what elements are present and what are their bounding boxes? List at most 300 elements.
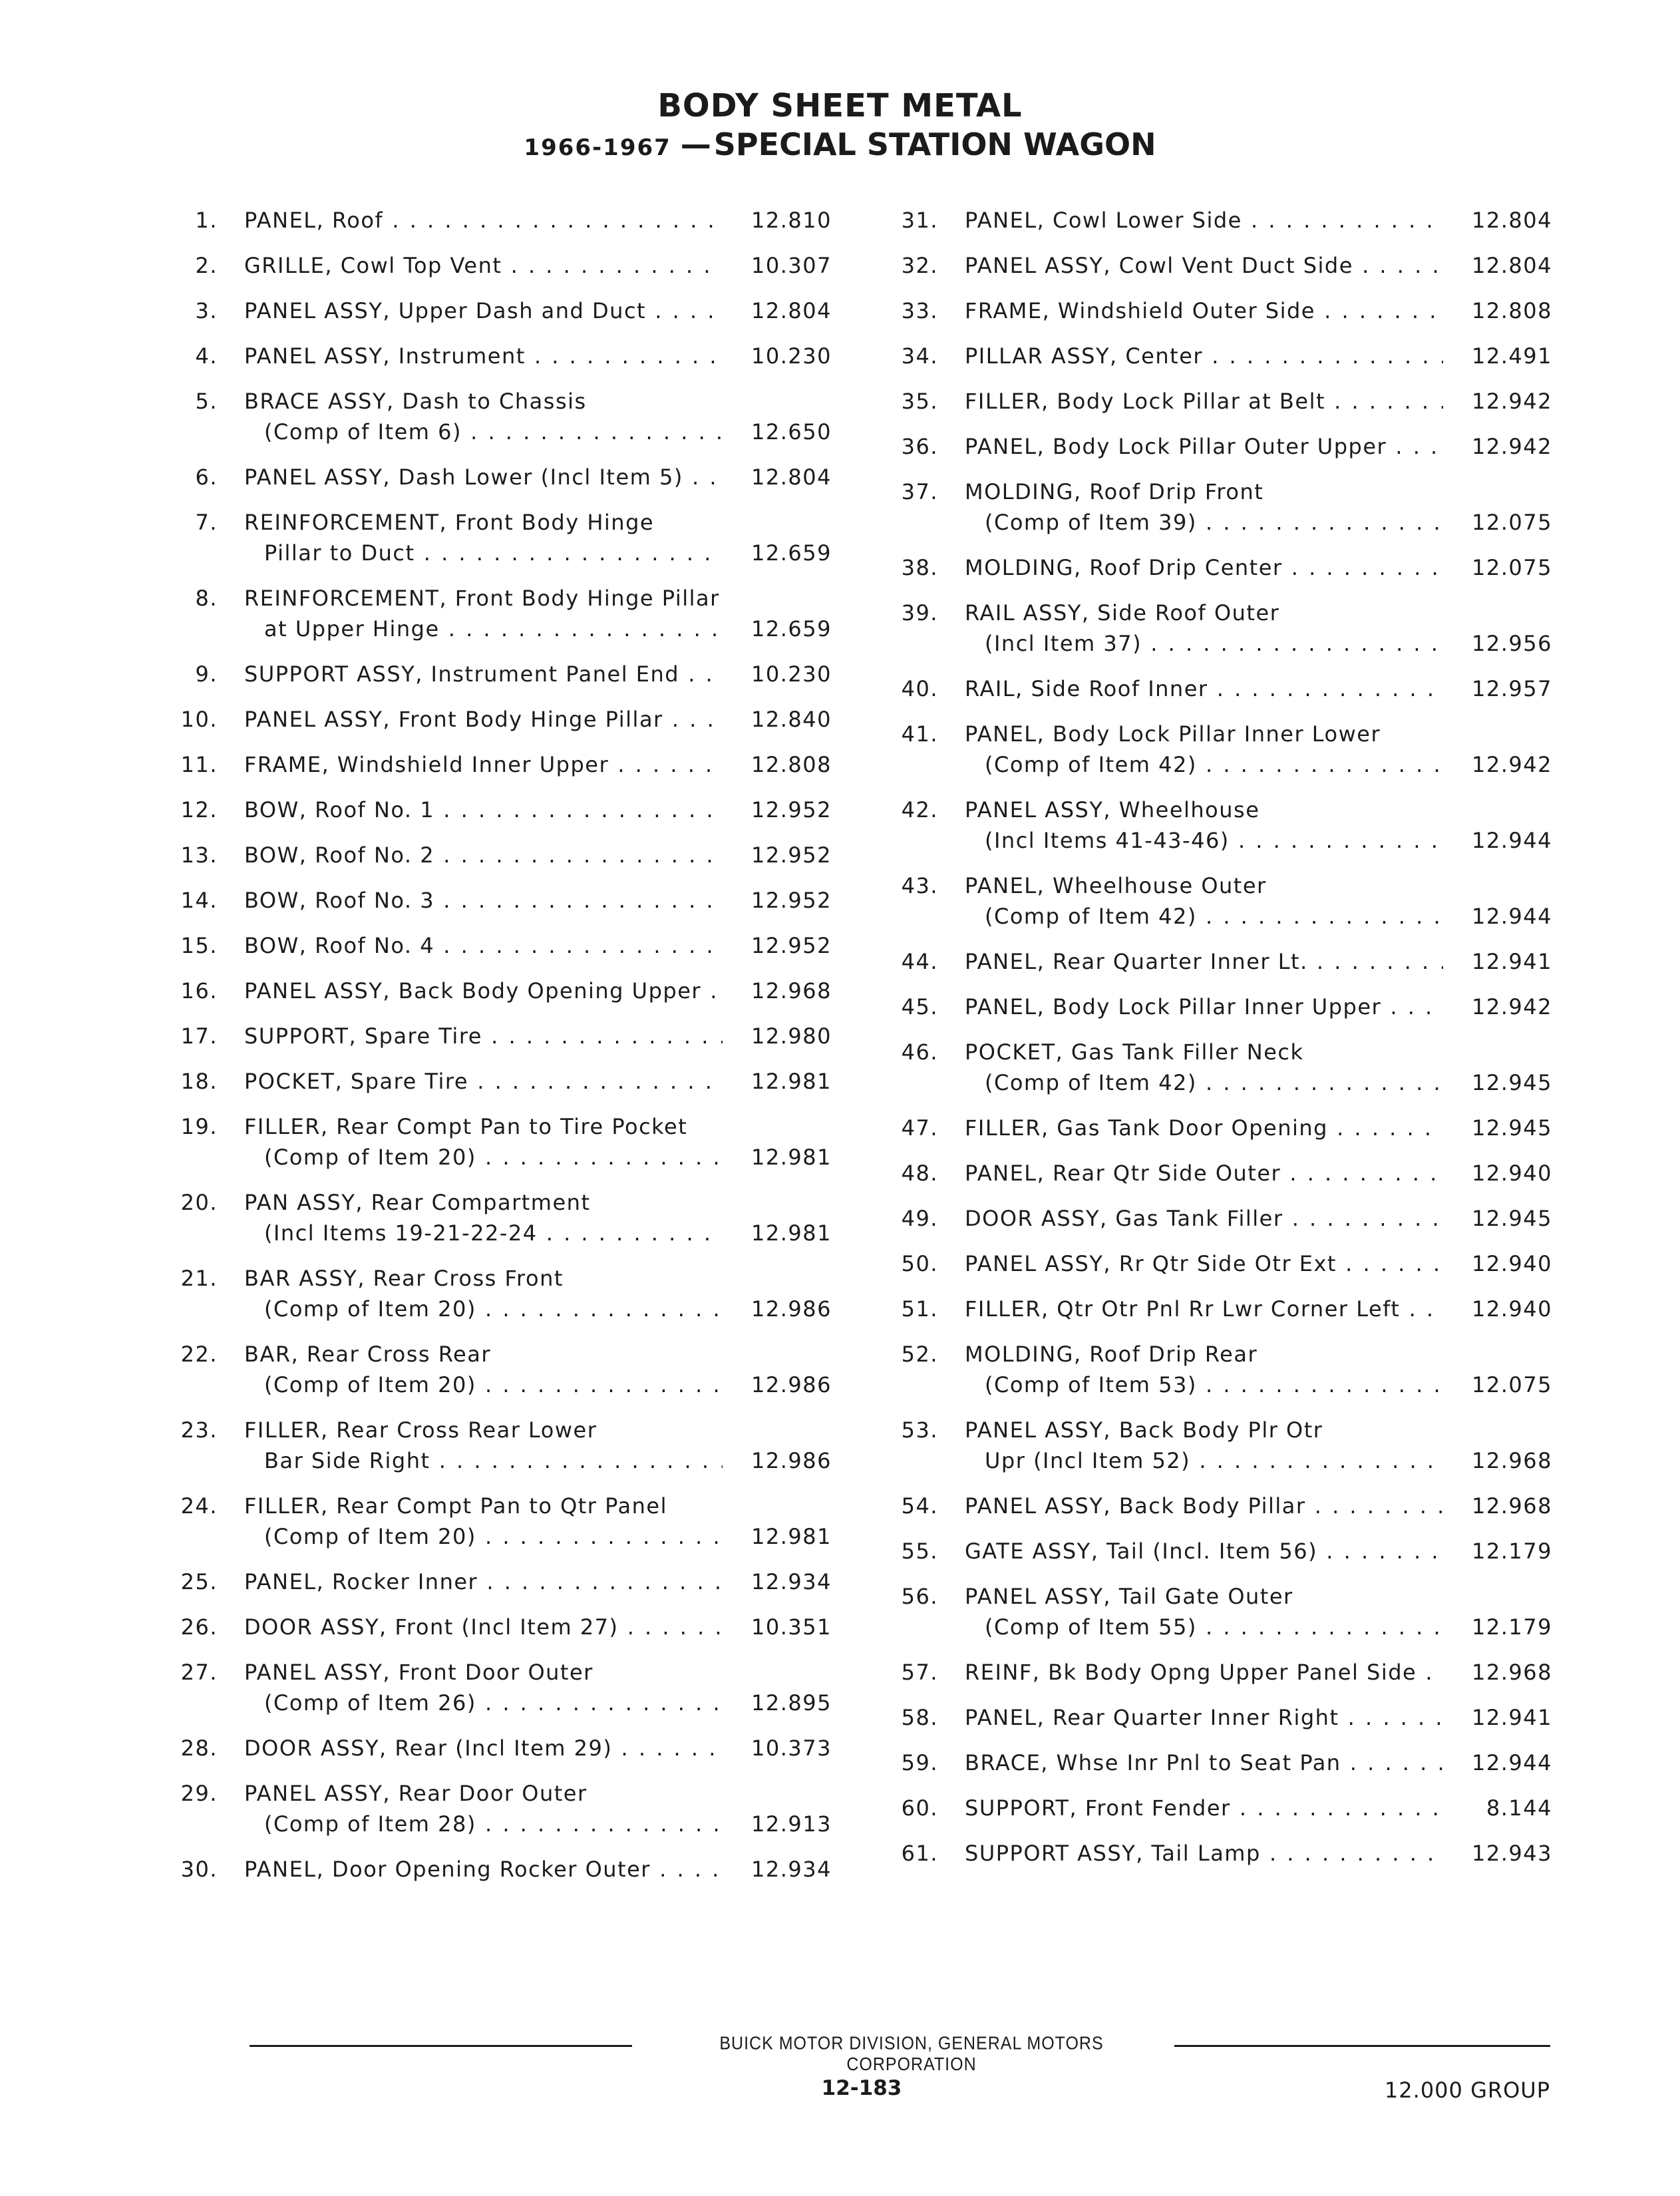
item-description-line: GRILLE, Cowl Top Vent . . . bbox=[244, 250, 723, 281]
item-number: 52. bbox=[901, 1342, 938, 1367]
parts-list-item bbox=[150, 341, 832, 371]
item-number: 26. bbox=[180, 1614, 218, 1640]
item-description bbox=[244, 1111, 723, 1173]
parts-list-item bbox=[884, 1339, 1552, 1400]
group-reference-number: 12.940 bbox=[1472, 1251, 1552, 1276]
parts-list-item bbox=[150, 1021, 832, 1051]
group-reference-number: 12.804 bbox=[1472, 208, 1552, 233]
page-header bbox=[0, 87, 1680, 167]
group-reference-number: 12.945 bbox=[1472, 1070, 1552, 1095]
item-description-line: PILLAR ASSY, Center . . . bbox=[965, 341, 1443, 371]
item-description bbox=[244, 885, 723, 916]
item-description bbox=[965, 476, 1443, 538]
item-description-line: PANEL, Wheelhouse Outer bbox=[965, 873, 1267, 898]
item-number: 47. bbox=[901, 1115, 938, 1141]
item-description bbox=[244, 1854, 723, 1885]
item-description-line: PANEL ASSY, Dash Lower (Incl Item 5) . . . bbox=[244, 462, 723, 492]
item-description-line: MOLDING, Roof Drip Front bbox=[965, 479, 1264, 504]
item-number: 35. bbox=[901, 389, 938, 414]
item-description bbox=[965, 1702, 1443, 1733]
item-description-line: FILLER, Gas Tank Door Opening . . . bbox=[965, 1113, 1443, 1143]
item-description-line: RAIL, Side Roof Inner . . . bbox=[965, 673, 1443, 704]
item-description bbox=[965, 992, 1443, 1022]
group-reference-number: 12.659 bbox=[751, 540, 832, 566]
group-label: 12.000 GROUP bbox=[1384, 2078, 1550, 2103]
parts-list-item bbox=[150, 295, 832, 326]
parts-list-item bbox=[884, 1838, 1552, 1869]
parts-list-item bbox=[884, 1657, 1552, 1688]
item-number: 55. bbox=[901, 1539, 938, 1564]
item-description bbox=[244, 795, 723, 825]
item-description bbox=[244, 1187, 723, 1248]
item-number: 27. bbox=[180, 1660, 218, 1685]
group-reference-number: 12.944 bbox=[1472, 1750, 1552, 1775]
group-reference-number: 12.942 bbox=[1472, 752, 1552, 777]
item-description-line: PANEL, Cowl Lower Side . . . bbox=[965, 205, 1443, 236]
parts-list-item bbox=[150, 976, 832, 1006]
parts-list-item bbox=[884, 341, 1552, 371]
item-description bbox=[244, 386, 723, 447]
item-description-line: REINFORCEMENT, Front Body Hinge bbox=[244, 510, 655, 535]
item-description bbox=[244, 840, 723, 870]
item-description-line: (Comp of Item 20) . . . bbox=[244, 1370, 723, 1400]
item-description-line: MOLDING, Roof Drip Center . . . bbox=[965, 552, 1443, 583]
parts-list-item bbox=[150, 1339, 832, 1400]
page-number: 12-183 bbox=[821, 2076, 902, 2100]
item-number: 18. bbox=[180, 1069, 218, 1094]
item-description bbox=[244, 583, 723, 644]
item-description bbox=[965, 295, 1443, 326]
item-number: 6. bbox=[195, 464, 218, 490]
item-description bbox=[244, 1733, 723, 1763]
item-description-line: BOW, Roof No. 2 . . . bbox=[244, 840, 723, 870]
group-reference-number: 12.808 bbox=[1472, 298, 1552, 323]
parts-list-item bbox=[884, 386, 1552, 417]
item-description-line: PANEL ASSY, Rr Qtr Side Otr Ext . . . bbox=[965, 1248, 1443, 1279]
item-number: 57. bbox=[901, 1660, 938, 1685]
group-reference-number: 12.952 bbox=[751, 933, 832, 958]
item-description-line: PANEL, Rear Quarter Inner Lt. . . . bbox=[965, 946, 1443, 977]
item-description bbox=[244, 1066, 723, 1097]
item-description bbox=[244, 295, 723, 326]
item-description-line: BRACE ASSY, Dash to Chassis bbox=[244, 389, 587, 414]
item-description-line: PANEL ASSY, Upper Dash and Duct . . . bbox=[244, 295, 723, 326]
parts-list-item bbox=[884, 1294, 1552, 1324]
item-description-line: BOW, Roof No. 1 . . . bbox=[244, 795, 723, 825]
group-reference-number: 12.179 bbox=[1472, 1539, 1552, 1564]
item-description-line: (Comp of Item 53) . . . bbox=[965, 1370, 1443, 1400]
item-number: 38. bbox=[901, 555, 938, 580]
group-reference-number: 10.230 bbox=[751, 661, 832, 687]
group-reference-number: 10.351 bbox=[751, 1614, 832, 1640]
group-reference-number: 12.804 bbox=[751, 464, 832, 490]
item-description bbox=[965, 386, 1443, 417]
group-reference-number: 10.373 bbox=[751, 1736, 832, 1761]
footer-organization: BUICK MOTOR DIVISION, GENERAL MOTORS CORPORATION bbox=[719, 2033, 1104, 2075]
item-description bbox=[244, 250, 723, 281]
item-description-line: PANEL ASSY, Tail Gate Outer bbox=[965, 1584, 1293, 1609]
group-reference-number: 12.968 bbox=[1472, 1660, 1552, 1685]
item-number: 39. bbox=[901, 600, 938, 626]
item-description bbox=[965, 1491, 1443, 1521]
item-description bbox=[965, 1747, 1443, 1778]
item-number: 25. bbox=[180, 1569, 218, 1594]
parts-list-item bbox=[150, 1491, 832, 1552]
item-description bbox=[965, 1248, 1443, 1279]
parts-list-item bbox=[150, 205, 832, 236]
parts-list-item bbox=[150, 1854, 832, 1885]
item-description-line: (Comp of Item 39) . . . bbox=[965, 507, 1443, 538]
footer-rule-left bbox=[250, 2045, 632, 2047]
item-description bbox=[965, 552, 1443, 583]
item-description-line: DOOR ASSY, Rear (Incl Item 29) . . . bbox=[244, 1733, 723, 1763]
page-title: BODY SHEET METAL bbox=[657, 87, 1023, 124]
item-description bbox=[244, 462, 723, 492]
item-number: 48. bbox=[901, 1161, 938, 1186]
group-reference-number: 12.895 bbox=[751, 1690, 832, 1716]
item-number: 7. bbox=[195, 510, 218, 535]
parts-list-item bbox=[884, 205, 1552, 236]
item-description-line: PANEL, Body Lock Pillar Outer Upper . . . bbox=[965, 431, 1443, 462]
item-number: 1. bbox=[195, 208, 218, 233]
item-description bbox=[244, 507, 723, 568]
group-reference-number: 12.980 bbox=[751, 1023, 832, 1049]
item-description-line: PANEL ASSY, Instrument . . . bbox=[244, 341, 723, 371]
parts-list-right-column bbox=[884, 205, 1552, 1883]
parts-list-item bbox=[150, 1066, 832, 1097]
item-number: 45. bbox=[901, 994, 938, 1019]
group-reference-number: 12.075 bbox=[1472, 1372, 1552, 1397]
item-description-line: REINFORCEMENT, Front Body Hinge Pillar bbox=[244, 586, 720, 611]
item-description-line: (Comp of Item 20) . . . bbox=[244, 1142, 723, 1173]
item-description bbox=[244, 205, 723, 236]
group-reference-number: 12.659 bbox=[751, 616, 832, 641]
parts-list-item bbox=[150, 1657, 832, 1718]
group-reference-number: 12.934 bbox=[751, 1569, 832, 1594]
parts-list-item bbox=[884, 552, 1552, 583]
item-description-line: BAR, Rear Cross Rear bbox=[244, 1342, 491, 1367]
item-description bbox=[244, 1339, 723, 1400]
item-description bbox=[965, 250, 1443, 281]
group-reference-number: 12.944 bbox=[1472, 828, 1552, 853]
group-reference-number: 12.986 bbox=[751, 1296, 832, 1322]
item-description-line: (Comp of Item 26) . . . bbox=[244, 1688, 723, 1718]
parts-list-item bbox=[150, 840, 832, 870]
item-number: 10. bbox=[180, 707, 218, 732]
item-description bbox=[244, 1778, 723, 1839]
item-description bbox=[244, 1612, 723, 1642]
item-description-line: (Incl Items 41-43-46) . . . bbox=[965, 825, 1443, 856]
item-number: 41. bbox=[901, 721, 938, 747]
page-subtitle: 1966-1967 —SPECIAL STATION WAGON bbox=[524, 126, 1156, 162]
item-description bbox=[965, 598, 1443, 659]
item-description bbox=[244, 976, 723, 1006]
item-description-line: Upr (Incl Item 52) . . . bbox=[965, 1445, 1443, 1476]
item-description bbox=[965, 205, 1443, 236]
item-description-line: PANEL, Rear Quarter Inner Right . . . bbox=[965, 1702, 1443, 1733]
parts-list-item bbox=[884, 992, 1552, 1022]
item-description bbox=[244, 930, 723, 961]
item-description-line: Bar Side Right . . . bbox=[244, 1445, 723, 1476]
item-description bbox=[965, 1294, 1443, 1324]
footer-rule-right bbox=[1174, 2045, 1550, 2047]
group-reference-number: 8.144 bbox=[1486, 1795, 1552, 1821]
item-description-line: FRAME, Windshield Outer Side . . . bbox=[965, 295, 1443, 326]
model-years: 1966-1967 bbox=[524, 134, 671, 161]
parts-list-item bbox=[884, 1113, 1552, 1143]
item-description bbox=[244, 1657, 723, 1718]
item-description bbox=[965, 1113, 1443, 1143]
item-description-line: BOW, Roof No. 3 . . . bbox=[244, 885, 723, 916]
item-description-line: FILLER, Qtr Otr Pnl Rr Lwr Corner Left . . . bbox=[965, 1294, 1443, 1324]
item-number: 28. bbox=[180, 1736, 218, 1761]
group-reference-number: 12.804 bbox=[751, 298, 832, 323]
item-description-line: DOOR ASSY, Gas Tank Filler . . . bbox=[965, 1203, 1443, 1234]
parts-list-item bbox=[884, 795, 1552, 856]
item-description bbox=[244, 1415, 723, 1476]
item-number: 56. bbox=[901, 1584, 938, 1609]
item-number: 40. bbox=[901, 676, 938, 701]
group-reference-number: 12.179 bbox=[1472, 1614, 1552, 1640]
group-reference-number: 12.945 bbox=[1472, 1115, 1552, 1141]
item-number: 43. bbox=[901, 873, 938, 898]
item-description bbox=[965, 870, 1443, 932]
item-description-line: (Comp of Item 28) . . . bbox=[244, 1809, 723, 1839]
item-description-line: PANEL, Rocker Inner . . . bbox=[244, 1566, 723, 1597]
item-number: 16. bbox=[180, 978, 218, 1004]
item-description-line: FILLER, Rear Cross Rear Lower bbox=[244, 1417, 597, 1443]
parts-list-item bbox=[884, 295, 1552, 326]
group-reference-number: 12.968 bbox=[1472, 1448, 1552, 1473]
parts-list-item bbox=[884, 476, 1552, 538]
item-description-line: BOW, Roof No. 4 . . . bbox=[244, 930, 723, 961]
parts-list-item bbox=[884, 1581, 1552, 1642]
item-description-line: MOLDING, Roof Drip Rear bbox=[965, 1342, 1258, 1367]
parts-list-item bbox=[884, 870, 1552, 932]
parts-list-item bbox=[884, 1793, 1552, 1823]
parts-list-item bbox=[150, 795, 832, 825]
item-description bbox=[244, 704, 723, 735]
group-reference-number: 12.075 bbox=[1472, 510, 1552, 535]
item-description bbox=[244, 1263, 723, 1324]
item-description-line: SUPPORT ASSY, Instrument Panel End . . . bbox=[244, 659, 723, 689]
item-number: 3. bbox=[195, 298, 218, 323]
group-reference-number: 12.808 bbox=[751, 752, 832, 777]
parts-list-item bbox=[884, 673, 1552, 704]
item-number: 12. bbox=[180, 797, 218, 823]
item-number: 42. bbox=[901, 797, 938, 823]
item-description-line: (Comp of Item 20) . . . bbox=[244, 1294, 723, 1324]
item-description-line: PANEL ASSY, Back Body Pillar . . . bbox=[965, 1491, 1443, 1521]
item-number: 2. bbox=[195, 253, 218, 278]
item-number: 30. bbox=[180, 1857, 218, 1882]
item-description bbox=[965, 1536, 1443, 1566]
item-description-line: SUPPORT, Spare Tire . . . bbox=[244, 1021, 723, 1051]
item-description-line: PANEL ASSY, Back Body Opening Upper . . . bbox=[244, 976, 723, 1006]
parts-list-item bbox=[150, 659, 832, 689]
item-number: 49. bbox=[901, 1206, 938, 1231]
item-number: 13. bbox=[180, 842, 218, 868]
item-description-line: BRACE, Whse Inr Pnl to Seat Pan . . . bbox=[965, 1747, 1443, 1778]
parts-list-item bbox=[884, 946, 1552, 977]
group-reference-number: 12.986 bbox=[751, 1372, 832, 1397]
item-number: 37. bbox=[901, 479, 938, 504]
item-description bbox=[965, 1158, 1443, 1189]
item-description bbox=[965, 431, 1443, 462]
parts-list-item bbox=[150, 1566, 832, 1597]
item-description-line: (Comp of Item 55) . . . bbox=[965, 1612, 1443, 1642]
item-description-line: (Comp of Item 6) . . . bbox=[244, 417, 723, 447]
parts-list-item bbox=[884, 1536, 1552, 1566]
item-description-line: SUPPORT, Front Fender . . . bbox=[965, 1793, 1443, 1823]
parts-list-item bbox=[884, 1702, 1552, 1733]
item-description-line: PANEL ASSY, Rear Door Outer bbox=[244, 1781, 588, 1806]
parts-list-item bbox=[150, 1111, 832, 1173]
parts-list-item bbox=[884, 1747, 1552, 1778]
item-number: 22. bbox=[180, 1342, 218, 1367]
item-number: 50. bbox=[901, 1251, 938, 1276]
item-number: 59. bbox=[901, 1750, 938, 1775]
group-reference-number: 12.840 bbox=[751, 707, 832, 732]
item-number: 61. bbox=[901, 1841, 938, 1866]
item-description bbox=[965, 719, 1443, 780]
group-reference-number: 12.944 bbox=[1472, 904, 1552, 929]
group-reference-number: 12.941 bbox=[1472, 949, 1552, 974]
item-description-line: FRAME, Windshield Inner Upper . . . bbox=[244, 749, 723, 780]
item-description bbox=[244, 1021, 723, 1051]
item-description bbox=[965, 673, 1443, 704]
item-number: 20. bbox=[180, 1190, 218, 1215]
parts-list-item bbox=[150, 704, 832, 735]
item-number: 19. bbox=[180, 1114, 218, 1139]
item-number: 51. bbox=[901, 1296, 938, 1322]
group-reference-number: 12.942 bbox=[1472, 434, 1552, 459]
group-reference-number: 12.968 bbox=[751, 978, 832, 1004]
group-reference-number: 12.940 bbox=[1472, 1296, 1552, 1322]
group-reference-number: 12.957 bbox=[1472, 676, 1552, 701]
item-number: 9. bbox=[195, 661, 218, 687]
item-description-line: PANEL, Body Lock Pillar Inner Upper . . . bbox=[965, 992, 1443, 1022]
parts-list-item bbox=[884, 598, 1552, 659]
parts-list-item bbox=[150, 1263, 832, 1324]
item-description-line: (Comp of Item 42) . . . bbox=[965, 901, 1443, 932]
item-description-line: at Upper Hinge . . . bbox=[244, 614, 723, 644]
item-description-line: FILLER, Rear Compt Pan to Qtr Panel bbox=[244, 1493, 667, 1519]
parts-list-item bbox=[150, 1778, 832, 1839]
item-number: 24. bbox=[180, 1493, 218, 1519]
parts-list-item bbox=[150, 583, 832, 644]
item-description-line: (Comp of Item 42) . . . bbox=[965, 1067, 1443, 1098]
item-description-line: FILLER, Body Lock Pillar at Belt . . . bbox=[965, 386, 1443, 417]
item-description-line: POCKET, Spare Tire . . . bbox=[244, 1066, 723, 1097]
item-description bbox=[965, 946, 1443, 977]
item-description-line: PANEL, Door Opening Rocker Outer . . . bbox=[244, 1854, 723, 1885]
group-reference-number: 12.986 bbox=[751, 1448, 832, 1473]
item-description-line: RAIL ASSY, Side Roof Outer bbox=[965, 600, 1280, 626]
parts-list-item bbox=[884, 719, 1552, 780]
item-description-line: SUPPORT ASSY, Tail Lamp . . . bbox=[965, 1838, 1443, 1869]
item-description bbox=[965, 1838, 1443, 1869]
parts-list-left-column bbox=[150, 205, 832, 1899]
model-name: SPECIAL STATION WAGON bbox=[713, 126, 1156, 162]
group-reference-number: 12.491 bbox=[1472, 343, 1552, 369]
item-number: 31. bbox=[901, 208, 938, 233]
parts-list-item bbox=[884, 1491, 1552, 1521]
parts-list-item bbox=[150, 386, 832, 447]
item-description bbox=[965, 1339, 1443, 1400]
item-description-line: (Comp of Item 20) . . . bbox=[244, 1521, 723, 1552]
group-reference-number: 12.941 bbox=[1472, 1705, 1552, 1730]
group-reference-number: 12.942 bbox=[1472, 994, 1552, 1019]
group-reference-number: 12.952 bbox=[751, 888, 832, 913]
item-description-line: (Incl Items 19-21-22-24 . . . bbox=[244, 1218, 723, 1248]
item-description-line: GATE ASSY, Tail (Incl. Item 56) . . . bbox=[965, 1536, 1443, 1566]
item-description-line: (Incl Item 37) . . . bbox=[965, 628, 1443, 659]
item-number: 14. bbox=[180, 888, 218, 913]
item-description-line: PANEL ASSY, Cowl Vent Duct Side . . . bbox=[965, 250, 1443, 281]
item-description-line: (Comp of Item 42) . . . bbox=[965, 749, 1443, 780]
group-reference-number: 12.981 bbox=[751, 1145, 832, 1170]
item-description bbox=[965, 1793, 1443, 1823]
parts-list-item bbox=[884, 1415, 1552, 1476]
group-reference-number: 12.952 bbox=[751, 797, 832, 823]
parts-list-item bbox=[884, 1037, 1552, 1098]
item-number: 34. bbox=[901, 343, 938, 369]
group-reference-number: 12.940 bbox=[1472, 1161, 1552, 1186]
group-reference-number: 12.952 bbox=[751, 842, 832, 868]
item-number: 5. bbox=[195, 389, 218, 414]
parts-list-item bbox=[150, 1612, 832, 1642]
group-reference-number: 12.810 bbox=[751, 208, 832, 233]
group-reference-number: 12.075 bbox=[1472, 555, 1552, 580]
item-number: 32. bbox=[901, 253, 938, 278]
item-description-line: PANEL ASSY, Front Body Hinge Pillar . . . bbox=[244, 704, 723, 735]
item-description bbox=[244, 1491, 723, 1552]
parts-list-item bbox=[884, 1248, 1552, 1279]
parts-list-item bbox=[150, 885, 832, 916]
item-description-line: PANEL ASSY, Front Door Outer bbox=[244, 1660, 593, 1685]
item-number: 33. bbox=[901, 298, 938, 323]
item-number: 60. bbox=[901, 1795, 938, 1821]
group-reference-number: 12.968 bbox=[1472, 1493, 1552, 1519]
item-number: 17. bbox=[180, 1023, 218, 1049]
item-number: 53. bbox=[901, 1417, 938, 1443]
item-description bbox=[965, 1581, 1443, 1642]
parts-list-item bbox=[150, 250, 832, 281]
item-description-line: PANEL, Rear Qtr Side Outer . . . bbox=[965, 1158, 1443, 1189]
parts-list-item bbox=[150, 1187, 832, 1248]
item-number: 36. bbox=[901, 434, 938, 459]
item-number: 15. bbox=[180, 933, 218, 958]
parts-list-item bbox=[884, 1158, 1552, 1189]
item-description-line: DOOR ASSY, Front (Incl Item 27) . . . bbox=[244, 1612, 723, 1642]
parts-list-item bbox=[884, 431, 1552, 462]
item-description-line: Pillar to Duct . . . bbox=[244, 538, 723, 568]
item-description-line: REINF, Bk Body Opng Upper Panel Side . . . bbox=[965, 1657, 1443, 1688]
parts-list-item bbox=[150, 930, 832, 961]
parts-list-item bbox=[884, 1203, 1552, 1234]
item-number: 29. bbox=[180, 1781, 218, 1806]
parts-list-item bbox=[150, 749, 832, 780]
group-reference-number: 12.981 bbox=[751, 1524, 832, 1549]
group-reference-number: 12.981 bbox=[751, 1069, 832, 1094]
item-description-line: PANEL, Roof . . . bbox=[244, 205, 723, 236]
item-description bbox=[244, 341, 723, 371]
group-reference-number: 12.804 bbox=[1472, 253, 1552, 278]
item-description bbox=[965, 341, 1443, 371]
parts-list-item bbox=[150, 462, 832, 492]
item-description bbox=[244, 659, 723, 689]
